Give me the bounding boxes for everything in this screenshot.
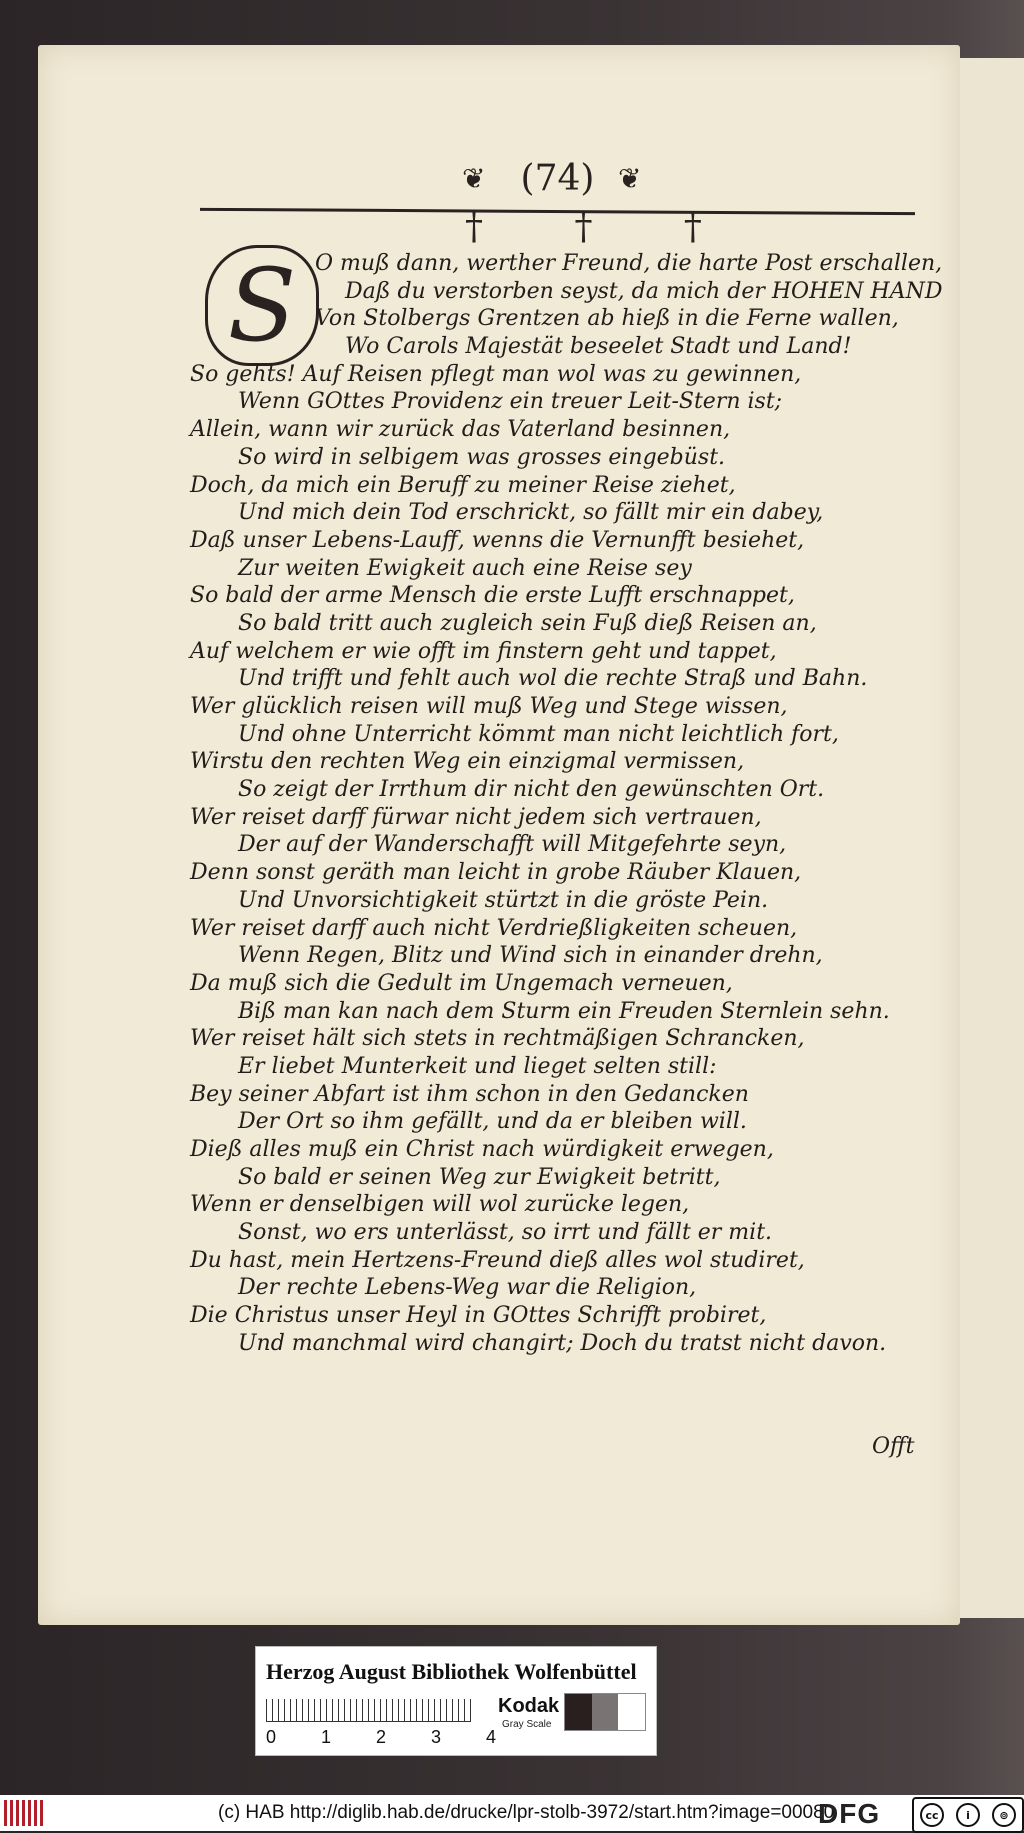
poem-line: So zeigt der Irrthum dir nicht den gewünschten Ort.	[238, 777, 825, 803]
ruler-label: 1	[320, 1727, 331, 1747]
poem-text	[190, 250, 943, 1358]
poem-line: Auf welchem er wie offt im finstern geht und tappet,	[190, 638, 777, 664]
poem-line: So bald tritt auch zugleich sein Fuß dieß Reisen an,	[238, 610, 817, 636]
decorative-drop-cap: S	[205, 245, 319, 366]
footer-bar	[0, 1795, 1024, 1831]
ruler-label: 4	[485, 1727, 496, 1747]
poem-line: Wer reiset hält sich stets in rechtmäßigen Schrancken,	[190, 1026, 805, 1052]
poem-line: Wer glücklich reisen will muß Weg und Stege wissen,	[190, 694, 788, 719]
poem-line: Daß unser Lebens-Lauff, wenns die Vernunfft besiehet,	[190, 527, 805, 553]
dfg-logo: DFG	[818, 1798, 881, 1829]
poem-line: Du hast, mein Hertzens-Freund dieß alles wol studiret,	[190, 1247, 805, 1273]
poem-line: Und Unvorsichtigkeit stürtzt in die gröste Pein.	[238, 887, 769, 913]
poem-line: Sonst, wo ers unterlässt, so irrt und fällt er mit.	[238, 1220, 773, 1246]
poem-line: Allein, wann wir zurück das Vaterland besinnen,	[190, 417, 731, 443]
footer-credit-link[interactable]: (c) HAB http://diglib.hab.de/drucke/lpr-stolb-3972/start.htm?image=00080	[218, 1802, 835, 1823]
by-icon: i	[956, 1803, 980, 1827]
poem-line: Wenn Regen, Blitz und Wind sich in einander drehn,	[238, 943, 823, 969]
poem-line: Daß du verstorben seyst, da mich der HOHEN HAND	[345, 278, 943, 304]
poem-line: Die Christus unser Heyl in GOttes Schrifft probiret,	[190, 1303, 767, 1329]
ruler-label: 3	[430, 1727, 441, 1747]
kodak-logo: Kodak	[498, 1695, 560, 1717]
poem-line: So wird in selbigem was grosses eingebüst.	[238, 444, 726, 470]
page-number: (74)	[520, 158, 595, 199]
poem-line: Der auf der Wanderschafft will Mitgefehrte seyn,	[238, 832, 787, 858]
poem-line: Wer reiset darff fürwar nicht jedem sich vertrauen,	[190, 804, 762, 830]
poem-line: Doch, da mich ein Beruff zu meiner Reise ziehet,	[190, 472, 736, 498]
ruler-label: 0	[266, 1727, 277, 1747]
cc-license-badge[interactable]	[912, 1797, 1024, 1833]
page-header	[200, 110, 915, 210]
poem-line: Da muß sich die Gedult im Ungemach verneuen,	[190, 970, 733, 996]
poem-line: Wer reiset darff auch nicht Verdrießligkeiten scheuen,	[190, 915, 798, 941]
poem-line: Der Ort so ihm gefällt, und da er bleiben will.	[238, 1109, 747, 1135]
gray-scale-swatch	[564, 1693, 646, 1731]
poem-line: Und mich dein Tod erschrickt, so fällt mir ein dabey,	[238, 500, 824, 526]
poem-line: O muß dann, werther Freund, die harte Post erschallen,	[315, 251, 943, 276]
poem-line: Biß man kan nach dem Sturm ein Freuden Sternlein sehn.	[238, 998, 890, 1024]
scale-ruler	[266, 1699, 471, 1722]
poem-line: Wenn GOttes Providenz ein treuer Leit-Stern ist;	[238, 389, 783, 415]
ruler-label: 2	[375, 1727, 386, 1747]
poem-line: So gehts! Auf Reisen pflegt man wol was zu gewinnen,	[190, 361, 802, 387]
cc-icon: cc	[920, 1803, 944, 1827]
catchword: Offt	[872, 1434, 915, 1459]
poem-line: Wo Carols Majestät beseelet Stadt und Land!	[345, 334, 852, 360]
library-color-card	[255, 1646, 657, 1756]
poem-line: Der rechte Lebens-Weg war die Religion,	[238, 1275, 697, 1301]
poem-line: Zur weiten Ewigkeit auch eine Reise sey	[238, 555, 692, 581]
poem-line: So bald der arme Mensch die erste Lufft erschnappet,	[190, 583, 795, 609]
poem-line: Und manchmal wird changirt; Doch du tratst nicht davon.	[238, 1330, 887, 1356]
poem-line: Bey seiner Abfart ist ihm schon in den Gedancken	[190, 1081, 749, 1107]
crosses-ornament: † † †	[465, 207, 742, 248]
next-page-edge	[958, 58, 1024, 1618]
poem-line: Dieß alles muß ein Christ nach würdigkeit erwegen,	[190, 1137, 774, 1162]
poem-line: Er liebet Munterkeit und lieget selten still:	[238, 1053, 717, 1079]
poem-line: Wirstu den rechten Weg ein einzigmal vermissen,	[190, 749, 745, 775]
poem-line: Und ohne Unterricht kömmt man nicht leichtlich fort,	[238, 721, 839, 747]
gray-scale-label: Gray Scale	[502, 1719, 552, 1730]
poem-line: Wenn er denselbigen will wol zurücke legen,	[190, 1192, 690, 1218]
poem-line: So bald er seinen Weg zur Ewigkeit betritt,	[238, 1164, 721, 1190]
poem-line: Von Stolbergs Grentzen ab hieß in die Ferne wallen,	[315, 306, 899, 332]
sa-icon: ⊚	[992, 1803, 1016, 1827]
ornament-right-icon: ❦	[618, 162, 642, 195]
poem-line: Denn sonst geräth man leicht in grobe Räuber Klauen,	[190, 860, 802, 886]
barcode-icon	[4, 1800, 44, 1826]
ruler-labels	[266, 1727, 496, 1748]
library-name: Herzog August Bibliothek Wolfenbüttel	[266, 1659, 637, 1684]
poem-line: Und trifft und fehlt auch wol die rechte Straß und Bahn.	[238, 666, 868, 692]
ornament-left-icon: ❦	[462, 162, 486, 195]
